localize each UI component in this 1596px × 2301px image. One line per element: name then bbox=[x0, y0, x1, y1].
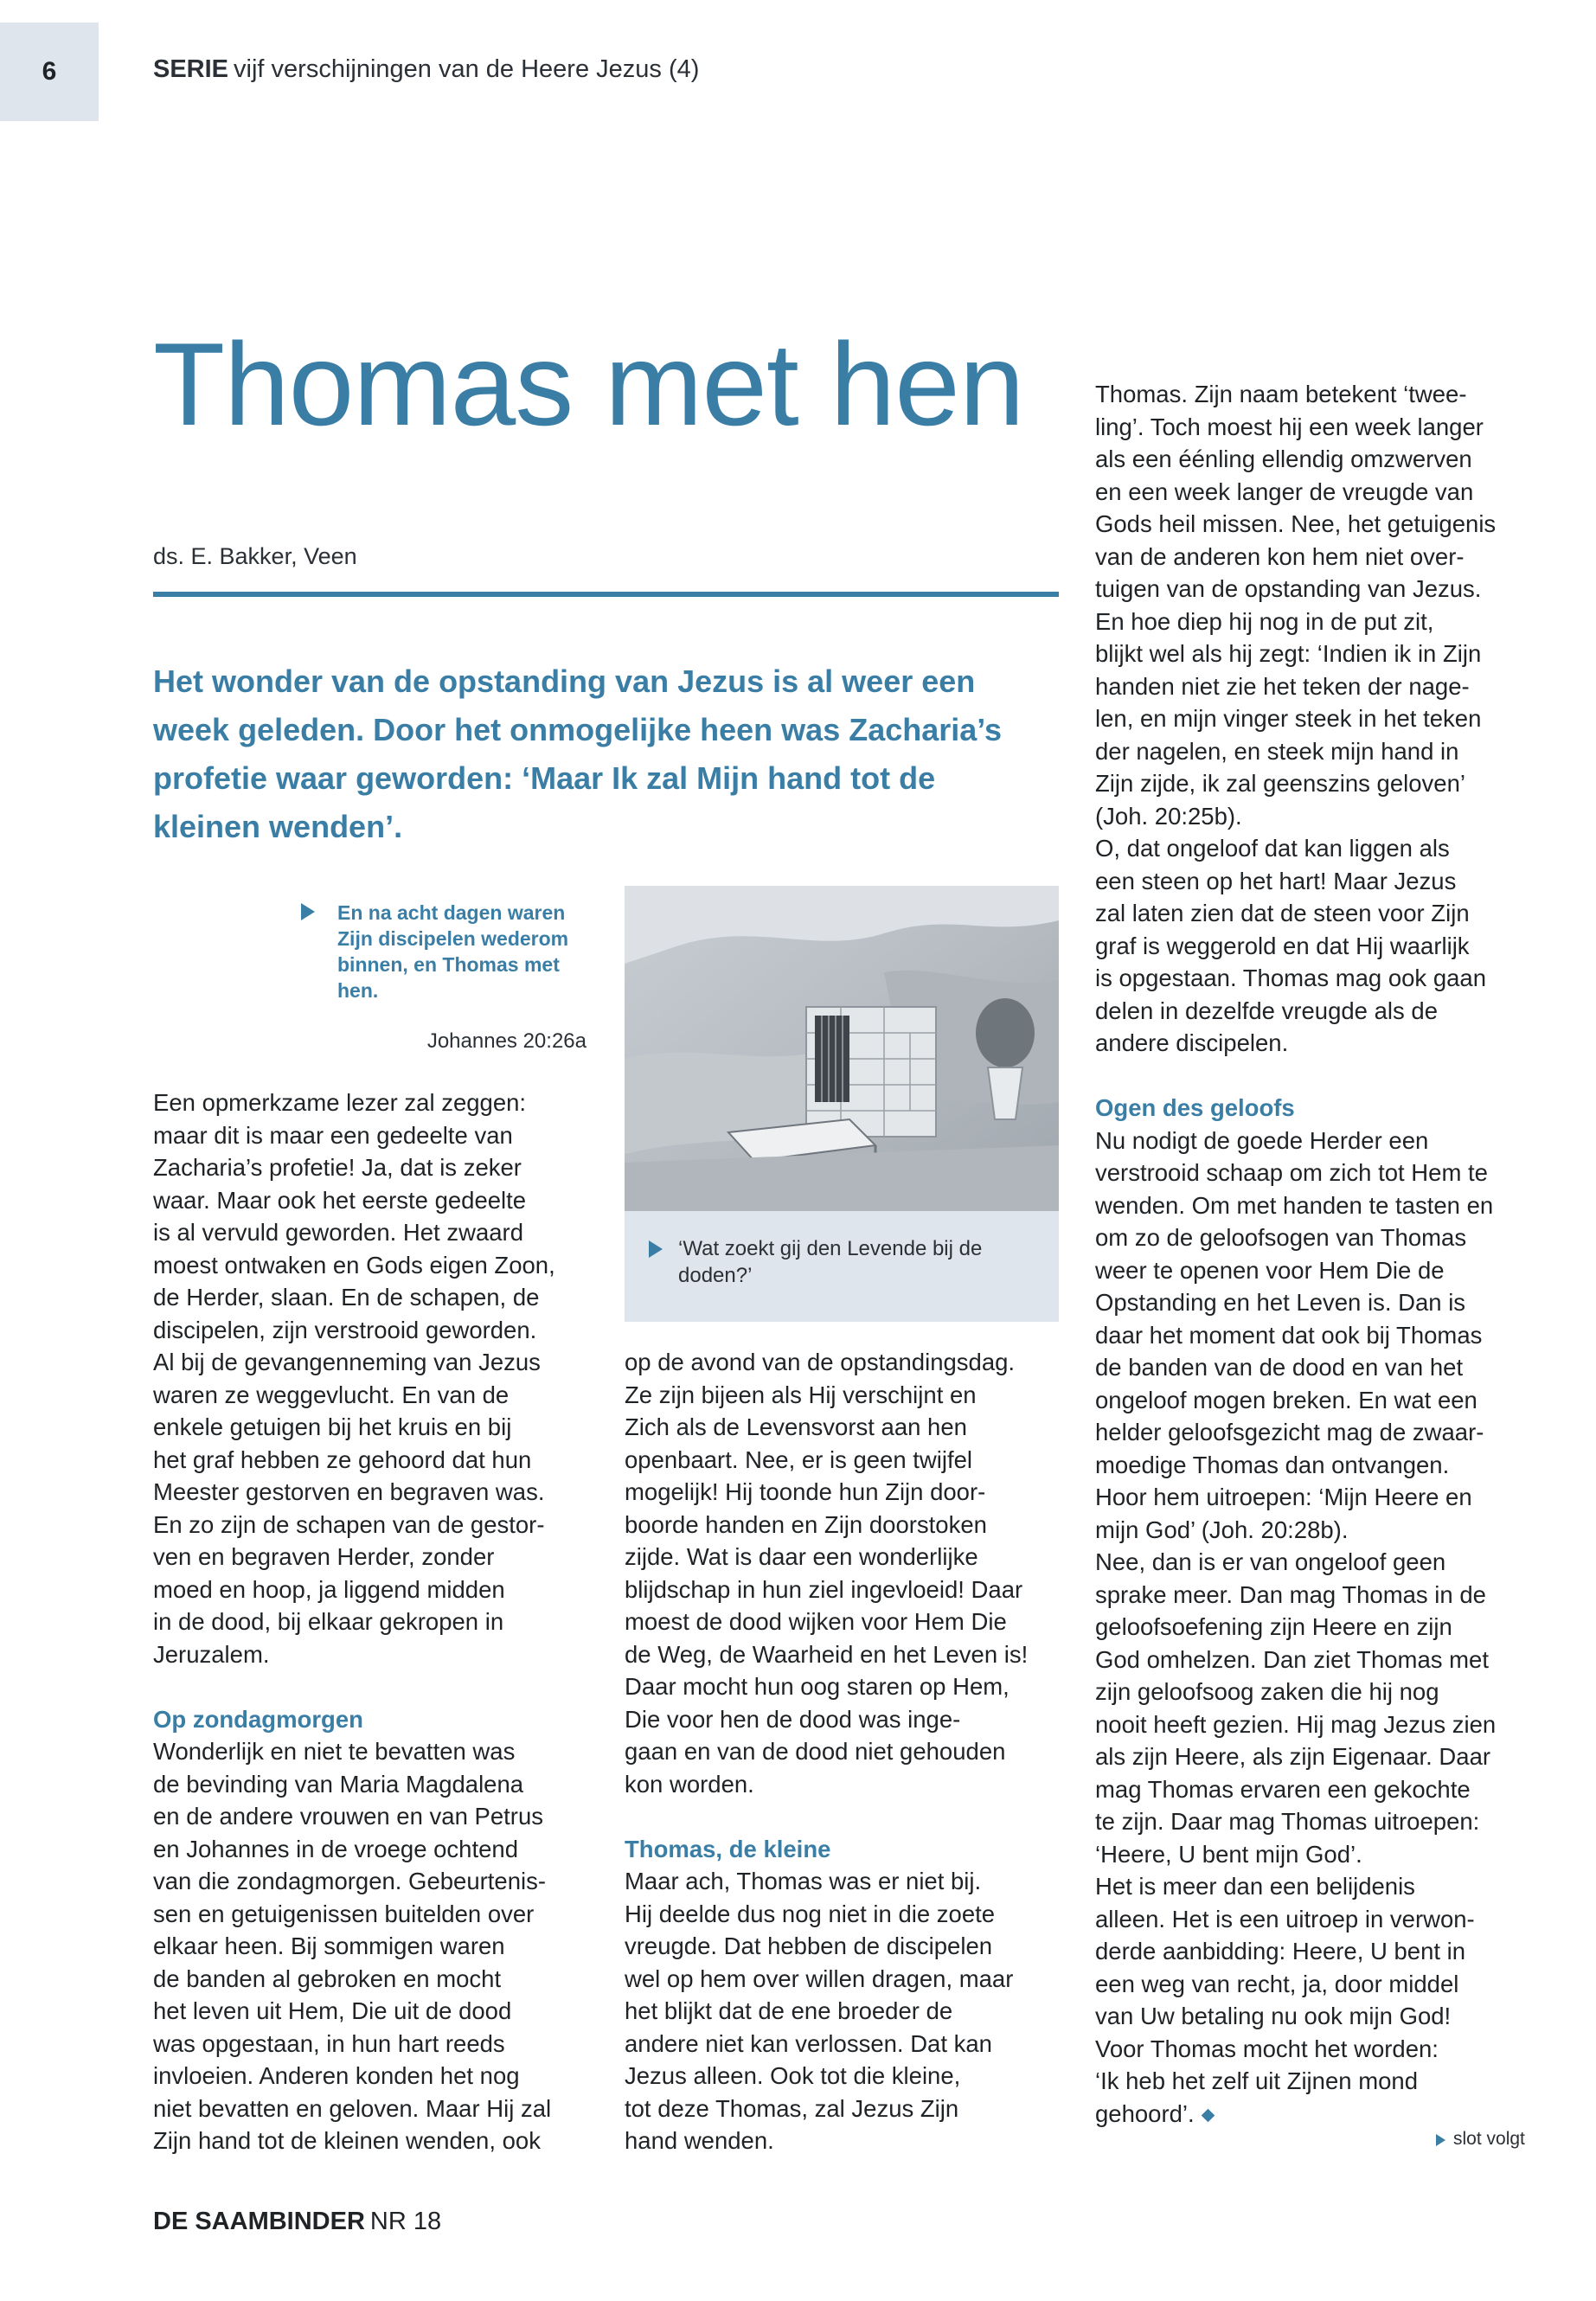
text-line: een weg van recht, ja, door middel bbox=[1095, 1970, 1459, 1997]
text-line: maar dit is maar een gedeelte van bbox=[153, 1121, 513, 1149]
text-line: Opstanding en het Leven is. Dan is bbox=[1095, 1289, 1466, 1316]
col3-paragraph-2 bbox=[1095, 1125, 1545, 2131]
heading-op-zondagmorgen: Op zondagmorgen bbox=[153, 1705, 363, 1733]
text-line: wel op hem over willen dragen, maar bbox=[625, 1965, 1014, 1992]
text-line: het blijkt dat de ene broeder de bbox=[625, 1997, 953, 2024]
column-1 bbox=[153, 1086, 603, 2157]
text-line: Meester gestorven en begraven was. bbox=[153, 1478, 545, 1505]
text-line: Jezus alleen. Ook tot die kleine, bbox=[625, 2062, 961, 2089]
text-line: op de avond van de opstandingsdag. bbox=[625, 1349, 1016, 1375]
page-number: 6 bbox=[0, 22, 99, 121]
series-label: SERIE bbox=[153, 55, 229, 83]
text-line: kon worden. bbox=[625, 1770, 754, 1798]
article-author: ds. E. Bakker, Veen bbox=[153, 543, 357, 569]
text-line: andere discipelen. bbox=[1095, 1029, 1289, 1056]
column-3 bbox=[1095, 378, 1545, 2130]
text-line: vreugde. Dat hebben de discipelen bbox=[625, 1932, 993, 1959]
text-line: de banden van de dood en van het bbox=[1095, 1354, 1464, 1381]
text-line: boorde handen en Zijn doorstoken bbox=[625, 1510, 987, 1538]
text-line: mogelijk! Hij toonde hun Zijn door- bbox=[625, 1478, 986, 1505]
text-line: waar. Maar ook het eerste gedeelte bbox=[153, 1186, 527, 1214]
caption-arrow-icon bbox=[649, 1240, 663, 1258]
text-line: derde aanbidding: Heere, U bent in bbox=[1095, 1938, 1466, 1965]
text-line: ven en begraven Herder, zonder bbox=[153, 1543, 495, 1570]
text-line: nooit heeft gezien. Hij mag Jezus zien bbox=[1095, 1710, 1497, 1738]
text-line: van de anderen kon hem niet over- bbox=[1095, 542, 1465, 570]
text-line: de Herder, slaan. En de schapen, de bbox=[153, 1284, 540, 1311]
text-line: God omhelzen. Dan ziet Thomas met bbox=[1095, 1645, 1489, 1673]
text-line: delen in dezelfde vreugde als de bbox=[1095, 997, 1438, 1024]
text-line: zijde. Wat is daar een wonderlijke bbox=[625, 1543, 978, 1570]
text-line: ‘Ik heb het zelf uit Zijnen mond bbox=[1095, 2067, 1418, 2094]
text-line: Nu nodigt de goede Herder een bbox=[1095, 1126, 1429, 1154]
tomb-illustration bbox=[625, 886, 1059, 1211]
text-line: Het is meer dan een belijdenis bbox=[1095, 1873, 1415, 1900]
col2-paragraph-1 bbox=[625, 1346, 1074, 1800]
text-line: het graf hebben ze gehoord dat hun bbox=[153, 1445, 532, 1473]
col1-paragraph-2 bbox=[153, 1735, 603, 2157]
text-line: En zo zijn de schapen van de gestor- bbox=[153, 1510, 545, 1538]
text-line: is opgestaan. Thomas mag ook gaan bbox=[1095, 965, 1487, 991]
col3-paragraph-1 bbox=[1095, 378, 1545, 1060]
text-line: andere niet kan verlossen. Dat kan bbox=[625, 2029, 992, 2057]
text-line: Die voor hen de dood was inge- bbox=[625, 1705, 961, 1733]
text-line: waren ze weggevlucht. En van de bbox=[153, 1381, 510, 1408]
text-line: geloofsoefening zijn Heere en zijn bbox=[1095, 1613, 1452, 1640]
text-line: ongeloof mogen breken. En wat een bbox=[1095, 1386, 1477, 1413]
text-line: de Weg, de Waarheid en het Leven is! bbox=[625, 1640, 1029, 1668]
article-intro: Het wonder van de opstanding van Jezus is al weer een week geleden. Door het onmogelijke heen was Zacharia’s profetie waar geworden: ‘Maar Ik zal Mijn hand tot de kleinen wenden’. bbox=[153, 663, 1002, 844]
text-line: Maar ach, Thomas was er niet bij. bbox=[625, 1868, 982, 1894]
series-title: vijf verschijningen van de Heere Jezus (4) bbox=[234, 55, 700, 83]
text-line: Daar mocht hun oog staren op Hem, bbox=[625, 1673, 1010, 1700]
text-line: de bevinding van Maria Magdalena bbox=[153, 1770, 524, 1798]
photo-caption: ‘Wat zoekt gij den Levende bij de doden?’ bbox=[678, 1237, 983, 1287]
text-line: was opgestaan, in hun hart reeds bbox=[153, 2029, 505, 2057]
text-line: mijn God’ (Joh. 20:28b). bbox=[1095, 1516, 1349, 1543]
text-line: Hoor hem uitroepen: ‘Mijn Heere en bbox=[1095, 1484, 1472, 1510]
continued-note: slot volgt bbox=[1453, 2129, 1525, 2149]
text-line: Zacharia’s profetie! Ja, dat is zeker bbox=[153, 1154, 522, 1181]
text-line: Zijn hand tot de kleinen wenden, ook bbox=[153, 2127, 541, 2154]
text-line: te zijn. Daar mag Thomas uitroepen: bbox=[1095, 1808, 1480, 1835]
article-title: Thomas met hen bbox=[153, 318, 1024, 450]
text-line: is al vervuld geworden. Het zwaard bbox=[153, 1219, 523, 1246]
text-line: ‘Heere, U bent mijn God’. bbox=[1095, 1840, 1362, 1868]
magazine-name: DE SAAMBINDER bbox=[153, 2208, 365, 2235]
text-line: Zich als de Levensvorst aan hen bbox=[625, 1413, 967, 1440]
tomb-photo bbox=[625, 886, 1059, 1211]
text-line: een steen op het hart! Maar Jezus bbox=[1095, 867, 1457, 894]
series-header bbox=[153, 55, 699, 84]
text-line: van die zondagmorgen. Gebeurtenis- bbox=[153, 1868, 547, 1894]
text-line: ling’. Toch moest hij een week langer bbox=[1095, 413, 1484, 440]
text-line: gehoord’. bbox=[1095, 2098, 1545, 2131]
text-line: de banden al gebroken en mocht bbox=[153, 1965, 502, 1992]
quote-arrow-icon bbox=[301, 903, 315, 920]
text-line: om zo de geloofsogen van Thomas bbox=[1095, 1224, 1467, 1251]
text-line: verstrooid schaap om zich tot Hem te bbox=[1095, 1159, 1488, 1186]
text-line: en Johannes in de vroege ochtend bbox=[153, 1835, 518, 1862]
text-line: openbaart. Nee, er is geen twijfel bbox=[625, 1445, 973, 1473]
text-line: daar het moment dat ook bij Thomas bbox=[1095, 1321, 1483, 1349]
text-line: Nee, dan is er van ongeloof geen bbox=[1095, 1548, 1446, 1575]
text-line: en de andere vrouwen en van Petrus bbox=[153, 1803, 543, 1830]
text-line: graf is weggerold en dat Hij waarlijk bbox=[1095, 932, 1470, 959]
text-line: En hoe diep hij nog in de put zit, bbox=[1095, 607, 1434, 635]
text-line: blijkt wel als hij zegt: ‘Indien ik in Zijn bbox=[1095, 640, 1482, 667]
text-line: Thomas. Zijn naam betekent ‘twee- bbox=[1095, 381, 1467, 407]
text-line: alleen. Het is een uitroep in verwon- bbox=[1095, 1905, 1475, 1932]
text-line: moest de dood wijken voor Hem Die bbox=[625, 1608, 1007, 1635]
text-line: invloeien. Anderen konden het nog bbox=[153, 2062, 520, 2089]
text-line: blijdschap in hun ziel ingevloeid! Daar bbox=[625, 1575, 1023, 1603]
text-line: enkele getuigen bij het kruis en bij bbox=[153, 1413, 512, 1440]
text-line: Zijn zijde, ik zal geenszins geloven’ bbox=[1095, 770, 1465, 797]
text-line: weer te openen voor Hem Die de bbox=[1095, 1256, 1445, 1284]
text-line: en een week langer de vreugde van bbox=[1095, 478, 1474, 505]
text-line: sprake meer. Dan mag Thomas in de bbox=[1095, 1580, 1486, 1608]
text-line: zal laten zien dat de steen voor Zijn bbox=[1095, 900, 1470, 926]
title-divider bbox=[153, 592, 1059, 597]
text-line: O, dat ongeloof dat kan liggen als bbox=[1095, 835, 1450, 862]
text-line: Jeruzalem. bbox=[153, 1640, 270, 1668]
text-line: moedige Thomas dan ontvangen. bbox=[1095, 1451, 1450, 1478]
heading-thomas-de-kleine: Thomas, de kleine bbox=[625, 1835, 831, 1862]
text-line: moest ontwaken en Gods eigen Zoon, bbox=[153, 1251, 555, 1279]
col1-paragraph-1 bbox=[153, 1086, 603, 1670]
text-line: Gods heil missen. Nee, het getuigenis bbox=[1095, 510, 1497, 537]
text-line: het leven uit Hem, Die uit de dood bbox=[153, 1997, 512, 2024]
text-line: len, en mijn vinger steek in het teken bbox=[1095, 705, 1482, 732]
text-line: elkaar heen. Bij sommigen waren bbox=[153, 1932, 505, 1959]
text-line: Ze zijn bijeen als Hij verschijnt en bbox=[625, 1381, 977, 1408]
scripture-reference: Johannes 20:26a bbox=[426, 1029, 586, 1053]
continued-arrow-icon bbox=[1436, 2134, 1445, 2146]
issue-number: NR 18 bbox=[369, 2208, 442, 2235]
text-line: Voor Thomas mocht het worden: bbox=[1095, 2035, 1439, 2062]
text-line: van Uw betaling nu ook mijn God! bbox=[1095, 2003, 1452, 2029]
text-line: (Joh. 20:25b). bbox=[1095, 802, 1242, 830]
text-line: Hij deelde dus nog niet in die zoete bbox=[625, 1900, 996, 1927]
col2-paragraph-2 bbox=[625, 1865, 1074, 2157]
text-line: sen en getuigenissen buitelden over bbox=[153, 1900, 535, 1927]
text-line: als zijn Heere, als zijn Eigenaar. Daar bbox=[1095, 1743, 1491, 1770]
text-line: discipelen, zijn verstrooid geworden. bbox=[153, 1316, 537, 1343]
text-line: als een éénling ellendig omzwerven bbox=[1095, 445, 1472, 472]
text-line: helder geloofsgezicht mag de zwaar- bbox=[1095, 1419, 1484, 1445]
text-line: mag Thomas ervaren een gekochte bbox=[1095, 1775, 1471, 1803]
column-2 bbox=[625, 1346, 1074, 2157]
text-line: in de dood, bij elkaar gekropen in bbox=[153, 1608, 504, 1635]
text-line: gaan en van de dood niet gehouden bbox=[625, 1738, 1006, 1765]
text-line: handen niet zie het teken der nage- bbox=[1095, 672, 1470, 700]
text-line: tot deze Thomas, zal Jezus Zijn bbox=[625, 2094, 959, 2122]
text-line: moed en hoop, ja liggend midden bbox=[153, 1575, 505, 1603]
text-line: niet bevatten en geloven. Maar Hij zal bbox=[153, 2094, 552, 2122]
end-mark-icon bbox=[1201, 2108, 1215, 2122]
scripture-quote: En na acht dagen waren Zijn discipelen wederom binnen, en Thomas met hen. bbox=[337, 901, 569, 1002]
text-line: Al bij de gevangenneming van Jezus bbox=[153, 1349, 541, 1375]
text-line: der nagelen, en steek mijn hand in bbox=[1095, 737, 1459, 765]
text-line: tuigen van de opstanding van Jezus. bbox=[1095, 575, 1482, 602]
heading-ogen-des-geloofs: Ogen des geloofs bbox=[1095, 1094, 1295, 1121]
text-line: Een opmerkzame lezer zal zeggen: bbox=[153, 1089, 527, 1116]
footer bbox=[153, 2208, 441, 2236]
text-line: hand wenden. bbox=[625, 2127, 774, 2154]
text-line: wenden. Om met handen te tasten en bbox=[1095, 1191, 1494, 1219]
text-line: zijn geloofsoog zaken die hij nog bbox=[1095, 1678, 1439, 1705]
text-line: Wonderlijk en niet te bevatten was bbox=[153, 1738, 516, 1765]
